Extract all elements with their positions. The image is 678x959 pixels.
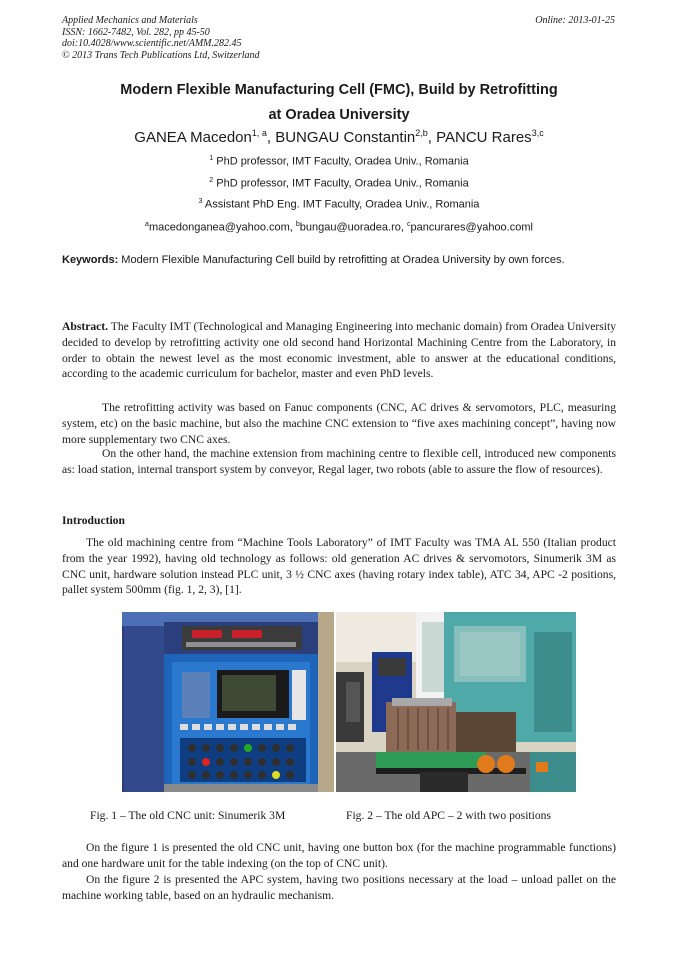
email-a-sup: a	[145, 221, 149, 228]
affiliation-3-sup: 3	[198, 198, 203, 205]
email-b[interactable]: bungau@uoradea.ro,	[299, 221, 407, 234]
doi: doi:10.4028/www.scientific.net/AMM.282.45	[62, 38, 242, 49]
apc-system-illustration	[336, 612, 576, 792]
copyright: © 2013 Trans Tech Publications Ltd, Switzerland	[62, 49, 260, 61]
journal-name: Applied Mechanics and Materials	[62, 15, 198, 26]
author-1-sup: 1, a	[251, 128, 267, 138]
affiliation-2-sup: 2	[209, 177, 214, 184]
abstract-paragraph-2: The retrofitting activity was based on Fanuc components (CNC, AC drives & servomotors, PLC, measuring system, etc) on the basic machine, but also the machine CNC extension to “five axes machining concept”, having now more supplementary two CNC axes.	[62, 401, 616, 446]
affiliation-3-text: Assistant PhD Eng. IMT Faculty, Oradea Univ., Romania	[204, 198, 480, 211]
online-date: Online: 2013-01-25	[535, 15, 615, 26]
journal-header	[62, 15, 260, 61]
abstract-paragraph-3: On the other hand, the machine extension from machining centre to flexible cell, introduced new components as: load station, internal transport system by conveyor, Regal lager, two robots (able to assure the flow of resources).	[62, 447, 616, 476]
author-3: , PANCU Rares	[427, 129, 532, 146]
affiliation-2-text: PhD professor, IMT Faculty, Oradea Univ., Romania	[216, 177, 469, 190]
abstract-label: Abstract.	[62, 320, 109, 333]
figure-1-caption: Fig. 1 – The old CNC unit: Sinumerik 3M	[90, 809, 286, 822]
cnc-unit-illustration	[122, 612, 334, 792]
email-c[interactable]: pancurares@yahoo.coml	[410, 221, 533, 234]
paper-title-line1: Modern Flexible Manufacturing Cell (FMC), Build by Retrofitting	[120, 82, 558, 98]
affiliation-2	[62, 177, 616, 190]
figure-1-description: On the figure 1 is presented the old CNC unit, having one button box (for the machine programmable functions) and one hardware unit for the table indexing (on the top of CNC unit).	[62, 841, 616, 870]
keywords-label: Keywords:	[62, 254, 119, 266]
author-2-sup: 2,b	[415, 128, 428, 138]
affiliation-1-sup: 1	[209, 155, 214, 162]
figure-2-description: On the figure 2 is presented the APC system, having two positions necessary at the load – unload pallet on the machine working table, based on an hydraulic mechanism.	[62, 873, 616, 902]
abstract-p1-text: The Faculty IMT (Technological and Managing Engineering into mechanic domain) from Oradea University decided to develop by retrofitting activity one old second hand Horizontal Machining Centre from the Laboratory, in order to obtain the newest level as the most economic investment, able to answer at the educational conditions, according to the academic curriculum for bachelor, master and even PhD levels.	[62, 320, 616, 381]
author-list	[62, 128, 616, 146]
intro-paragraph-1: The old machining centre from “Machine Tools Laboratory” of IMT Faculty was TMA AL 550 (Italian product from the year 1992), having old technology as follows: old generation AC drives & servomotors, Sinumerik 3M as CNC unit, hardware solution instead PLC unit, 3 ½ CNC axes (having rotary index table), ATC 34, APC -2 positions, pallet system 500mm (fig. 1, 2, 3), [1].	[62, 536, 616, 597]
section-heading-introduction: Introduction	[62, 514, 125, 527]
author-3-sup: 3,c	[531, 128, 544, 138]
figure-2-caption: Fig. 2 – The old APC – 2 with two positions	[346, 809, 551, 822]
email-a[interactable]: macedonganea@yahoo.com,	[148, 221, 296, 234]
keywords	[62, 253, 616, 268]
paper-title-line2: at Oradea University	[268, 107, 410, 123]
affiliation-3	[62, 198, 616, 211]
affiliation-1	[62, 155, 616, 168]
abstract-paragraph-1	[62, 319, 616, 382]
figure-2-photo	[336, 612, 576, 792]
author-1: GANEA Macedon	[134, 129, 252, 146]
figure-1-photo	[122, 612, 334, 792]
author-emails	[62, 221, 616, 234]
affiliation-1-text: PhD professor, IMT Faculty, Oradea Univ., Romania	[216, 155, 469, 168]
email-b-sup: b	[295, 221, 300, 228]
email-c-sup: c	[407, 221, 411, 228]
issn: ISSN: 1662-7482, Vol. 282, pp 45-50	[62, 26, 210, 38]
author-2: , BUNGAU Constantin	[266, 129, 416, 146]
keywords-text: Modern Flexible Manufacturing Cell build by retrofitting at Oradea University by own forces.	[118, 254, 565, 266]
